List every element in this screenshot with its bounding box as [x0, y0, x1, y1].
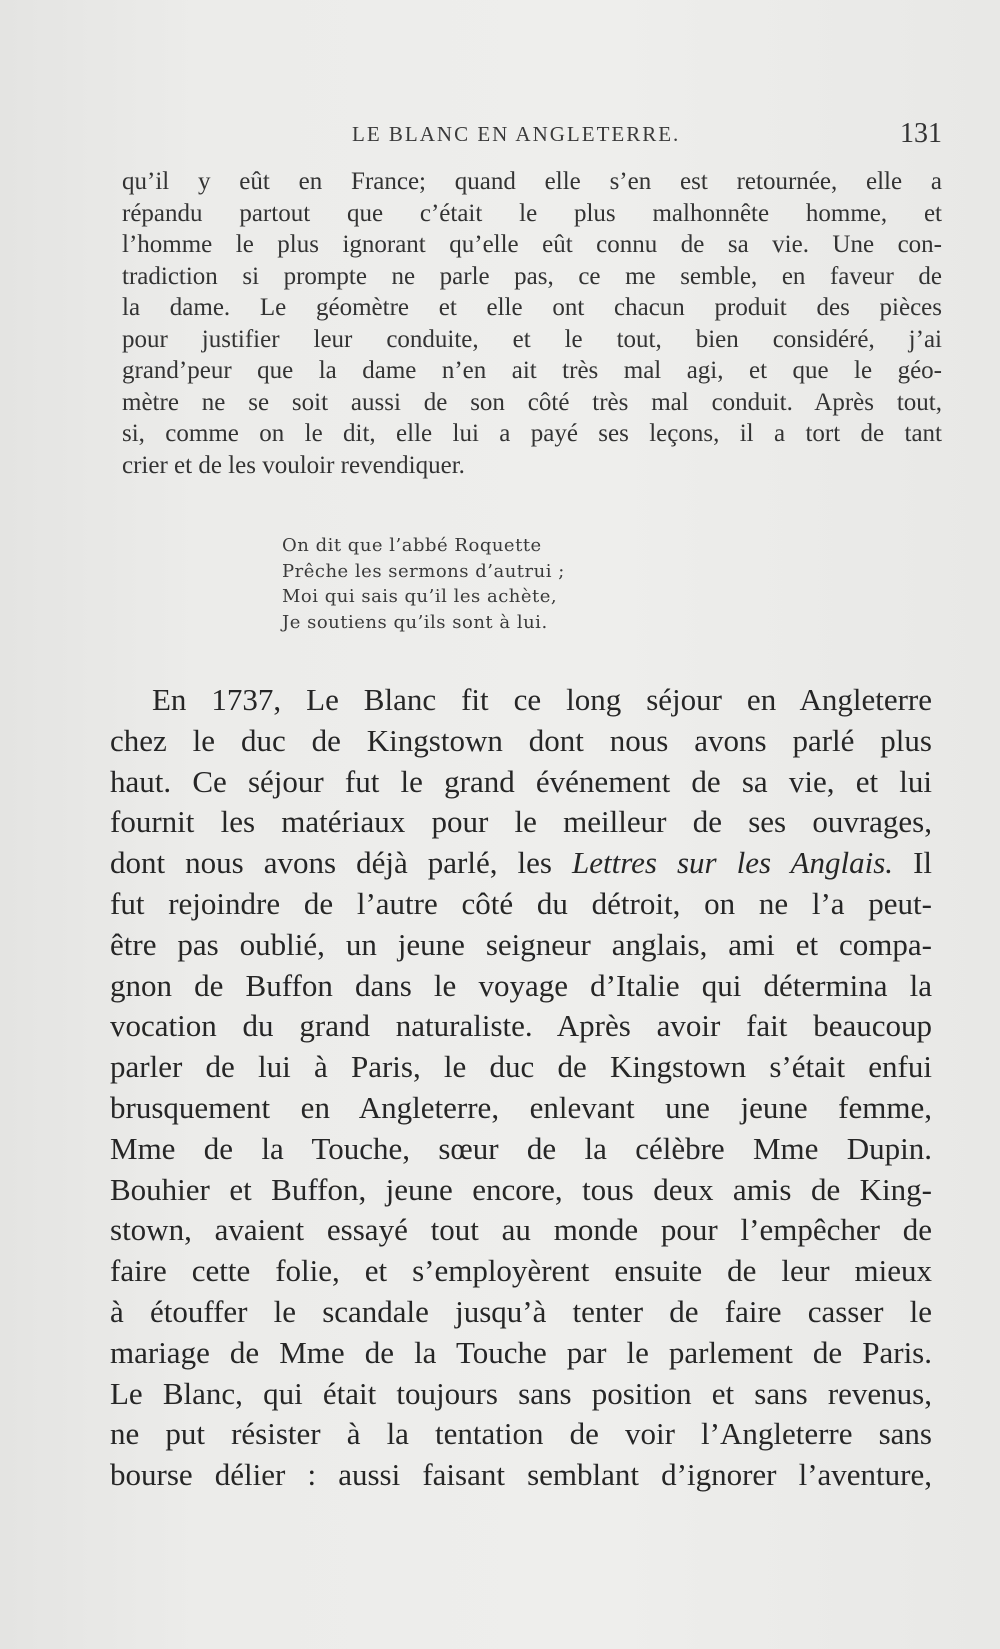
- text-segment: Il: [893, 845, 933, 881]
- text-line: fut rejoindre de l’autre côté du détroit, on ne l’a peut-: [110, 885, 932, 921]
- text-line: Bouhier et Buffon, jeune encore, tous deux amis de King-: [110, 1171, 932, 1207]
- text-line: à étouffer le scandale jusqu’à tenter de faire casser le: [110, 1293, 932, 1329]
- text-line: Mme de la Touche, sœur de la célèbre Mme Dupin.: [110, 1130, 932, 1166]
- text-line: être pas oublié, un jeune seigneur anglais, ami et compa-: [110, 926, 932, 962]
- text-line: la dame. Le géomètre et elle ont chacun produit des pièces: [122, 294, 942, 321]
- text-line: faire cette folie, et s’employèrent ensuite de leur mieux: [110, 1253, 932, 1289]
- running-title: LE BLANC EN ANGLETERRE.: [352, 122, 681, 146]
- text-line: si, comme on le dit, elle lui a payé ses leçons, il a tort de tant: [122, 420, 942, 447]
- italic-book-title: Lettres sur les Anglais.: [571, 845, 894, 881]
- text-line: tradiction si prompte ne parle pas, ce me semble, en faveur de: [122, 262, 942, 290]
- text-segment: dont nous avons déjà parlé, les: [110, 845, 572, 881]
- text-line: stown, avaient essayé tout au monde pour l’empêcher de: [110, 1212, 932, 1248]
- text-line: fournit les matériaux pour le meilleur de ses ouvrages,: [110, 804, 932, 840]
- page-number: 131: [900, 118, 942, 149]
- top-paragraph: [122, 166, 942, 481]
- text-line: En 1737, Le Blanc fit ce long séjour en Angleterre: [152, 682, 932, 717]
- text-line: grand’peur que la dame n’en ait très mal agi, et que le géo-: [122, 357, 942, 384]
- text-line: répandu partout que c’était le plus malhonnête homme, et: [122, 199, 942, 227]
- text-line: mariage de Mme de la Touche par le parlement de Paris.: [110, 1334, 932, 1370]
- text-line: mètre ne se soit aussi de son côté très mal conduit. Après tout,: [122, 388, 942, 416]
- text-line: bourse délier : aussi faisant semblant d’ignorer l’aventure,: [110, 1457, 932, 1493]
- verse-line: Prêche les sermons d’autrui ;: [282, 560, 565, 582]
- text-line-with-title: [110, 843, 932, 884]
- verse-quotation: [282, 533, 612, 635]
- text-line: haut. Ce séjour fut le grand événement de sa vie, et lui: [110, 763, 932, 799]
- verse-line: Moi qui sais qu’il les achète,: [282, 586, 558, 607]
- verse-line: On dit que l’abbé Roquette: [282, 535, 542, 556]
- text-line: chez le duc de Kingstown dont nous avons parlé plus: [110, 722, 932, 758]
- text-line: parler de lui à Paris, le duc de Kingstown s’était enfui: [110, 1049, 932, 1085]
- text-line: crier et de les vouloir revendiquer.: [122, 451, 465, 479]
- verse-line: Je soutiens qu’ils sont à lui.: [282, 611, 548, 633]
- text-line: l’homme le plus ignorant qu’elle eût connu de sa vie. Une con-: [122, 231, 942, 258]
- text-line: brusquement en Angleterre, enlevant une jeune femme,: [110, 1089, 932, 1125]
- text-line: vocation du grand naturaliste. Après avoir fait beaucoup: [110, 1008, 932, 1044]
- text-line: Le Blanc, qui était toujours sans position et sans revenus,: [110, 1375, 932, 1411]
- main-paragraph: [110, 680, 932, 1496]
- text-line: ne put résister à la tentation de voir l’Angleterre sans: [110, 1416, 932, 1452]
- text-line: qu’il y eût en France; quand elle s’en est retournée, elle a: [122, 168, 942, 195]
- page-header: [352, 118, 942, 158]
- text-line: pour justifier leur conduite, et le tout, bien considéré, j’ai: [122, 325, 942, 353]
- text-line: gnon de Buffon dans le voyage d’Italie qui détermina la: [110, 967, 932, 1003]
